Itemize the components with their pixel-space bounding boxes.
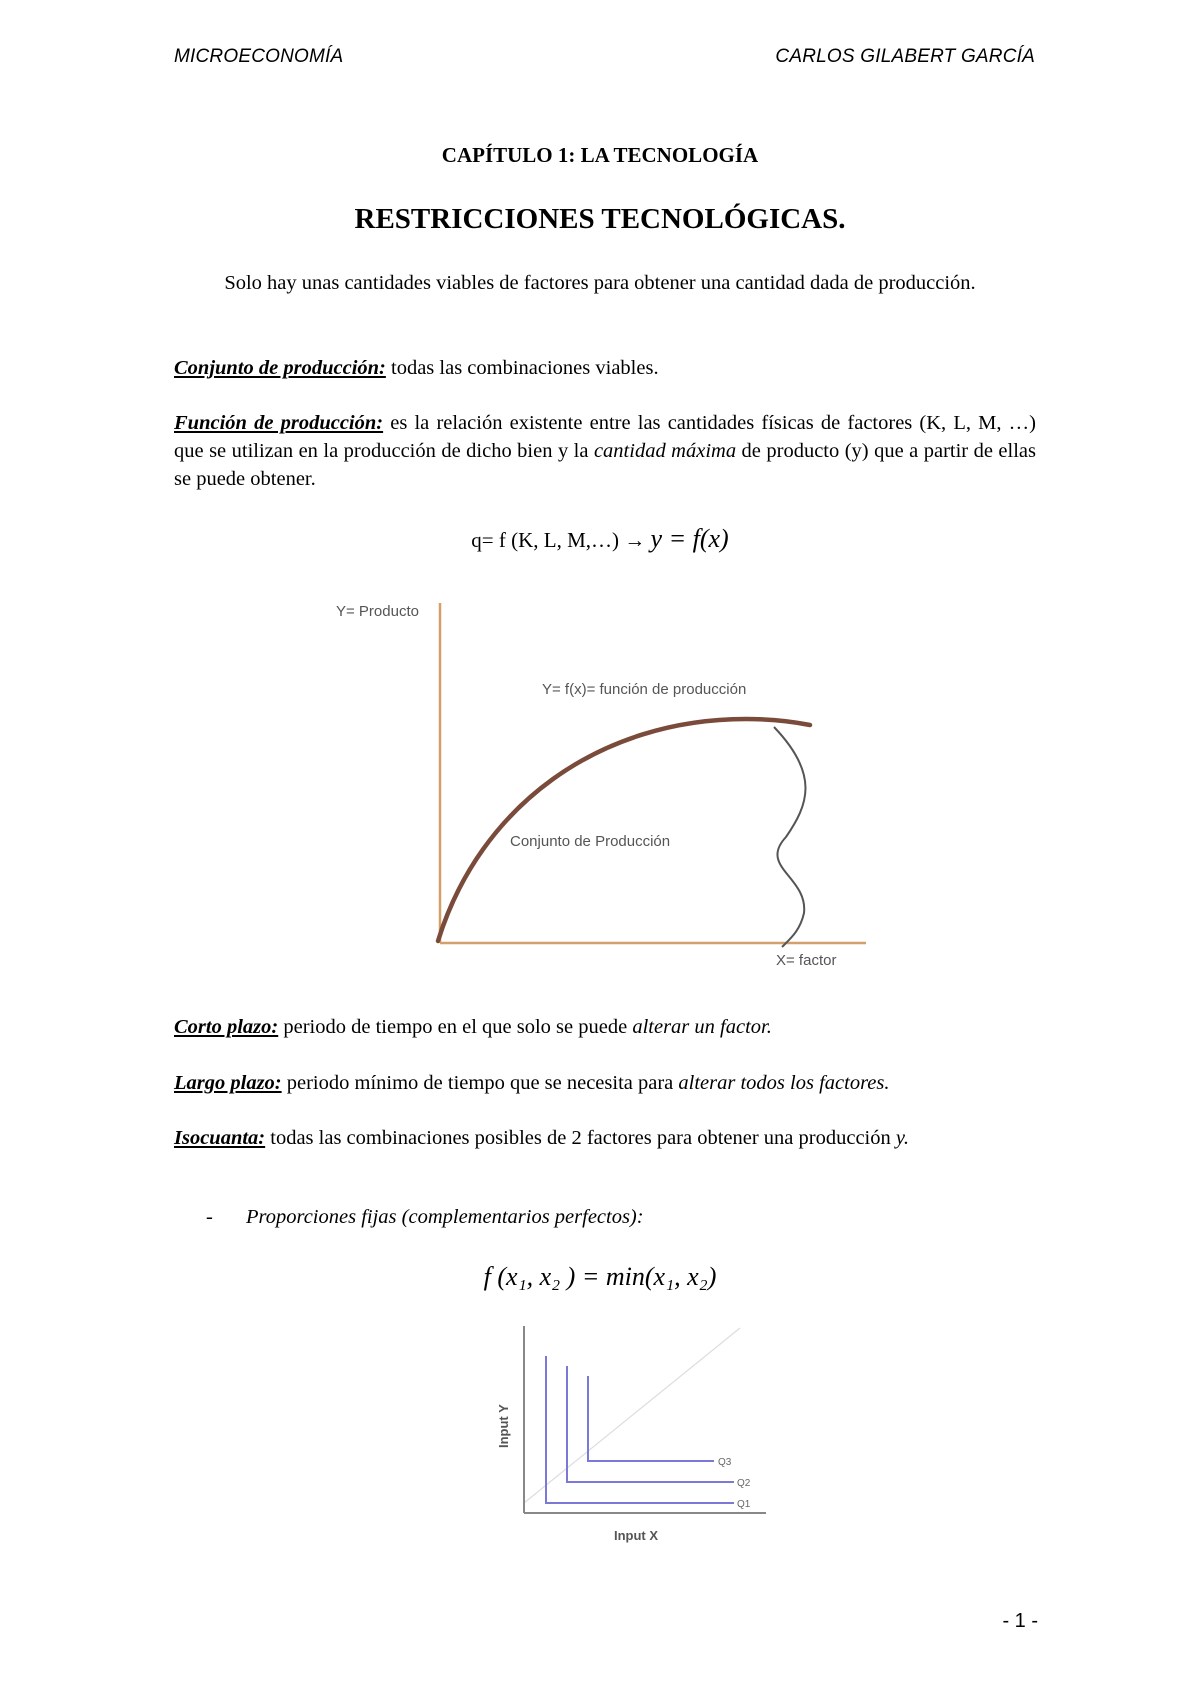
corto-text: periodo de tiempo en el que solo se puede <box>278 1016 633 1038</box>
y-axis-label: Y= Producto <box>336 603 419 620</box>
page-number: - 1 - <box>1002 1610 1038 1632</box>
conjunto-paragraph <box>174 354 1036 382</box>
diagonal-line <box>524 1328 740 1503</box>
funcion-emphasis: cantidad máxima <box>593 440 737 462</box>
funcion-paragraph <box>174 409 1036 493</box>
isocuanta-term: Isocuanta: <box>174 1127 266 1149</box>
isoquant-q1 <box>546 1356 734 1503</box>
funcion-term: Función de producción: <box>174 412 384 434</box>
header-right: CARLOS GILABERT GARCÍA <box>775 46 1035 67</box>
production-formula <box>0 524 1200 554</box>
region-label: Conjunto de Producción <box>510 833 671 850</box>
arrow-icon: → <box>624 528 646 552</box>
min-formula: f (x₁, x₂ ) = min(x₁, x₂) <box>483 1262 717 1291</box>
isocuanta-emphasis: y. <box>895 1127 909 1149</box>
production-set-boundary <box>774 727 806 947</box>
bullet-dash: - <box>206 1206 213 1228</box>
isocuanta-paragraph <box>174 1124 1036 1152</box>
curve-label: Y= f(x)= función de producción <box>542 681 747 698</box>
section-title: RESTRICCIONES TECNOLÓGICAS. <box>354 203 846 235</box>
production-curve <box>438 719 810 941</box>
isoquant-label-q3: Q3 <box>718 1457 732 1468</box>
production-function-figure <box>330 595 880 975</box>
corto-emphasis: alterar un factor. <box>632 1016 772 1038</box>
fixed-proportions-figure <box>490 1318 780 1553</box>
formula1-left: q= f (K, L, M,…) <box>471 528 625 552</box>
x-axis-label: X= factor <box>776 952 837 969</box>
corto-paragraph <box>174 1013 1036 1041</box>
isocuanta-text: todas las combinaciones posibles de 2 factores para obtener una producción <box>265 1127 896 1149</box>
largo-paragraph <box>174 1069 1036 1097</box>
largo-term: Largo plazo: <box>174 1072 282 1094</box>
largo-emphasis: alterar todos los factores. <box>678 1072 890 1094</box>
isoquant-q2 <box>567 1366 734 1482</box>
intro-paragraph: Solo hay unas cantidades viables de factores para obtener una cantidad dada de producción. <box>224 272 976 294</box>
largo-text: periodo mínimo de tiempo que se necesita para <box>281 1072 679 1094</box>
y-axis-label: Input Y <box>496 1404 511 1448</box>
formula1-math: y = f(x) <box>650 524 729 553</box>
chapter-heading: CAPÍTULO 1: LA TECNOLOGÍA <box>441 143 759 167</box>
bullet-text: Proporciones fijas (complementarios perfectos): <box>246 1206 644 1228</box>
bullet-item <box>206 1206 644 1229</box>
conjunto-term: Conjunto de producción: <box>174 357 386 379</box>
isoquant-q3 <box>588 1376 714 1461</box>
corto-term: Corto plazo: <box>174 1016 279 1038</box>
isoquant-label-q2: Q2 <box>737 1478 751 1489</box>
isoquant-label-q1: Q1 <box>737 1499 751 1510</box>
x-axis-label: Input X <box>614 1528 659 1543</box>
funcion-text1: es la relación existente entre las cantidades físicas de factores (K, L, M, …) que se utilizan en la producción de dicho bien y la <box>174 412 1036 462</box>
funcion-text2: de producto (y) que a partir de ellas se puede obtener. <box>174 440 1036 490</box>
header-left: MICROECONOMÍA <box>174 46 344 67</box>
conjunto-text: todas las combinaciones viables. <box>385 357 659 379</box>
